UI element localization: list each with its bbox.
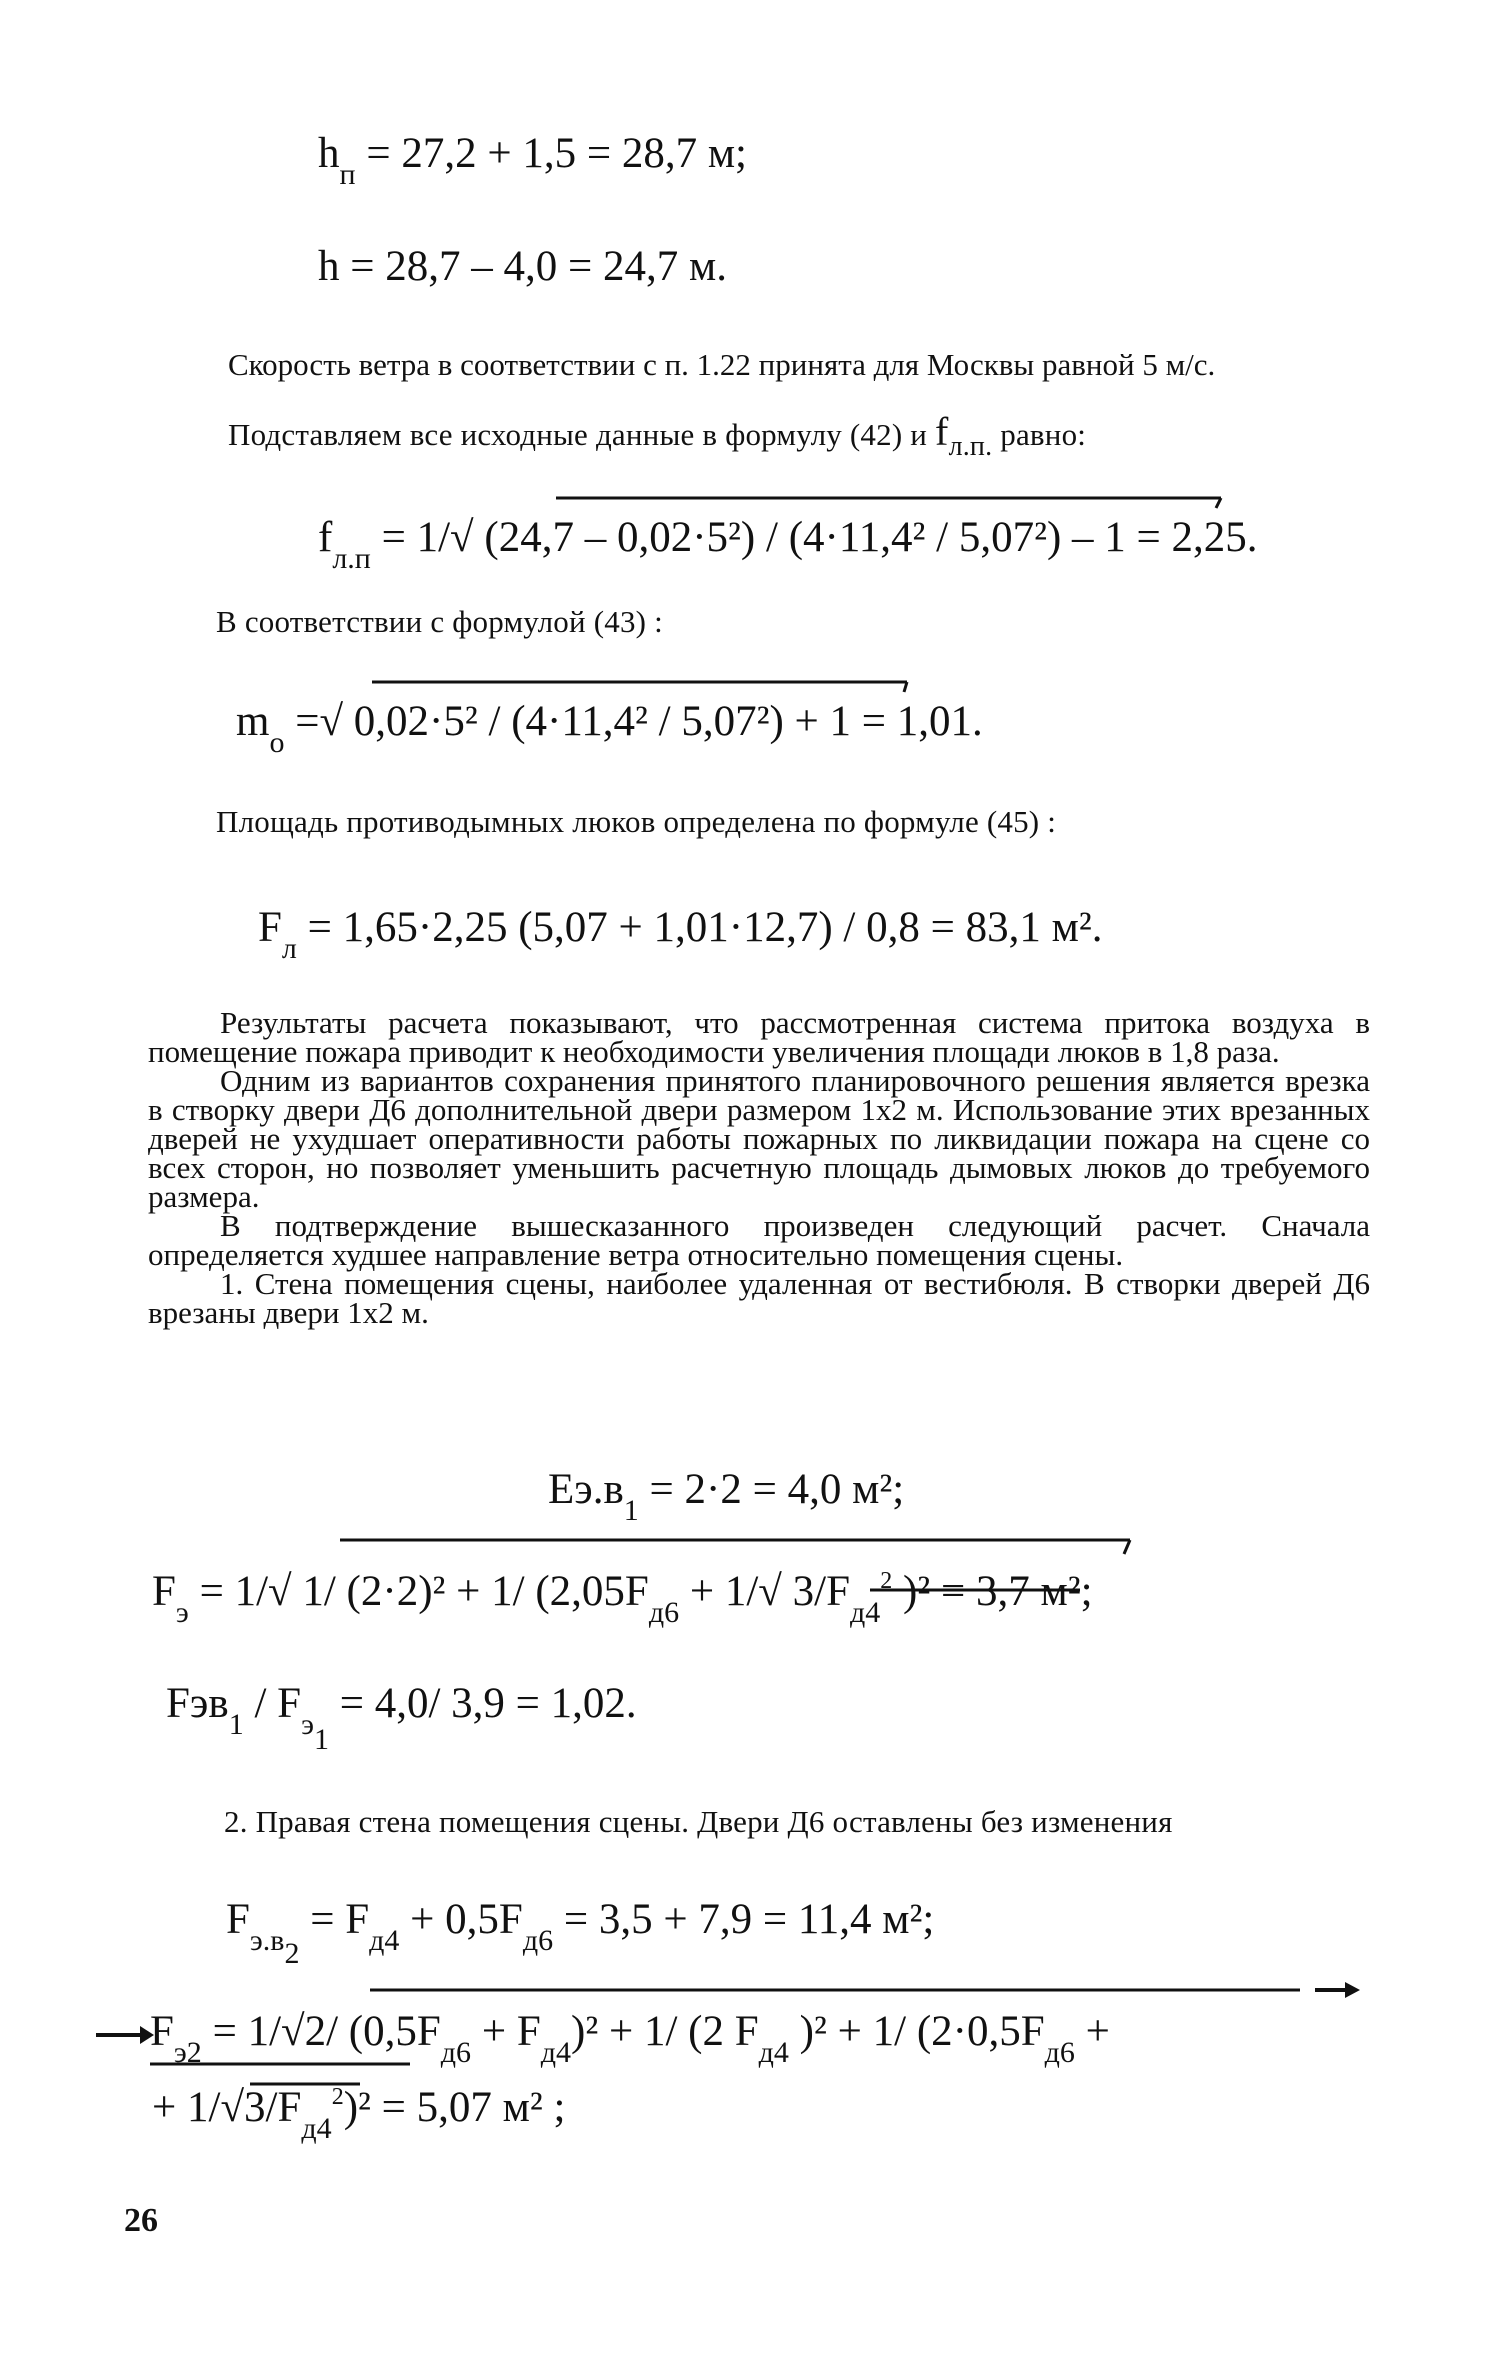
formula-ratio1: $Fэв_1 / F_{э1} = 4,0/$ 3,9 = 1,02. — [166, 1680, 637, 1756]
formula-ev2: $F_{э.в2} = F_{д4} + 0,5F_{д6} = 3,5 + 7,9 = 11,4$ м²; — [226, 1896, 935, 1970]
formula-hp: $h_п = 27,2 + 1,5 = 28,7$ м; — [318, 130, 747, 191]
per43-line: В соответствии с формулой (43) : — [216, 604, 663, 639]
formula-h: h = 28,7 – 4,0 = 24,7 м. — [318, 243, 727, 290]
formula-fe: $F_э = 1/√$ 1/ (2·2)² + 1/ ($2,05F_{д6} + 1/√$ $3/F_{д4}^2$ )² = 3,7 м²; — [152, 1568, 1093, 1629]
item2-line: 2. Правая стена помещения сцены. Двери Д6 оставлены без изменения — [224, 1804, 1173, 1839]
page-number: 26 — [124, 2202, 158, 2239]
formula-ev1: $Еэ.в_1 = 2\cdot 2 = 4,0$ м²; — [548, 1466, 905, 1527]
continuation-arrow-right — [370, 1978, 1360, 2008]
wind-paragraph: Скорость ветра в соответствии с п. 1.22 принята для Москвы равной 5 м/с. — [228, 347, 1216, 382]
sqrt-bar-fpp — [556, 490, 1236, 510]
formula-fpp: $f_{л.п} = 1/√$ (24,7 – 0,02·5²) / (4·11,4² / 5,07²) – 1 = 2,25. — [318, 514, 1258, 575]
formula-fe2-line1: $F_{э2} = 1/√2/$ $(0,5F_{д6} + F_{д4})^2 + 1/$ (2 $F_{д4}$ )² + 1/ ($2\cdot 0,5F_{д6}$ + — [150, 2008, 1110, 2069]
sqrt-bar-m0 — [372, 672, 932, 694]
per45-line: Площадь противодымных люков определена по формуле (45) : — [216, 804, 1057, 839]
substitute-line: Подставляем все исходные данные в формулу (42) и fл.п. равно: — [228, 409, 1087, 462]
sqrt-bar-fe — [340, 1532, 1140, 1558]
fraction-underline — [150, 2060, 420, 2070]
formula-fl: $F_л = 1,65\cdot 2,25$ (5,07 + 1,01·12,7) / 0,8 = 83,1 м². — [258, 904, 1103, 965]
formula-fe2-line2: + $1/√3/F_{д4}^2)^2 = 5,07$ м² ; — [152, 2084, 566, 2145]
formula-m0: $m_о$ =√ 0,02·5² / (4·11,4² / 5,07²) + 1 = 1,01. — [236, 698, 983, 759]
results-block: Результаты расчета показывают, что рассмотренная система притока воздуха в помещение пожара приводит к необходимости увеличения площади люков в 1,8 раза. Одним из вариантов сохранения принятого планировочного решения является врезка в створку двери Д6 дополнительной двери размером 1х2 м. Использование этих врезанных дверей не ухудшает оперативности работы пожарных по ликвидации пожара на сцене со всех сторон, но позволяет уменьшить расчетную площадь дымовых люков до требуемого размера. В подтверждение вышесказанного произведен следующий расчет. Сначала определяется худшее направление ветра относительно помещения сцены. 1. Стена помещения сцены, наиболее удаленная от вестибюля. В створки дверей Д6 врезаны двери 1х2 м. — [148, 1005, 1370, 1330]
continuation-arrow-left — [96, 2020, 156, 2050]
